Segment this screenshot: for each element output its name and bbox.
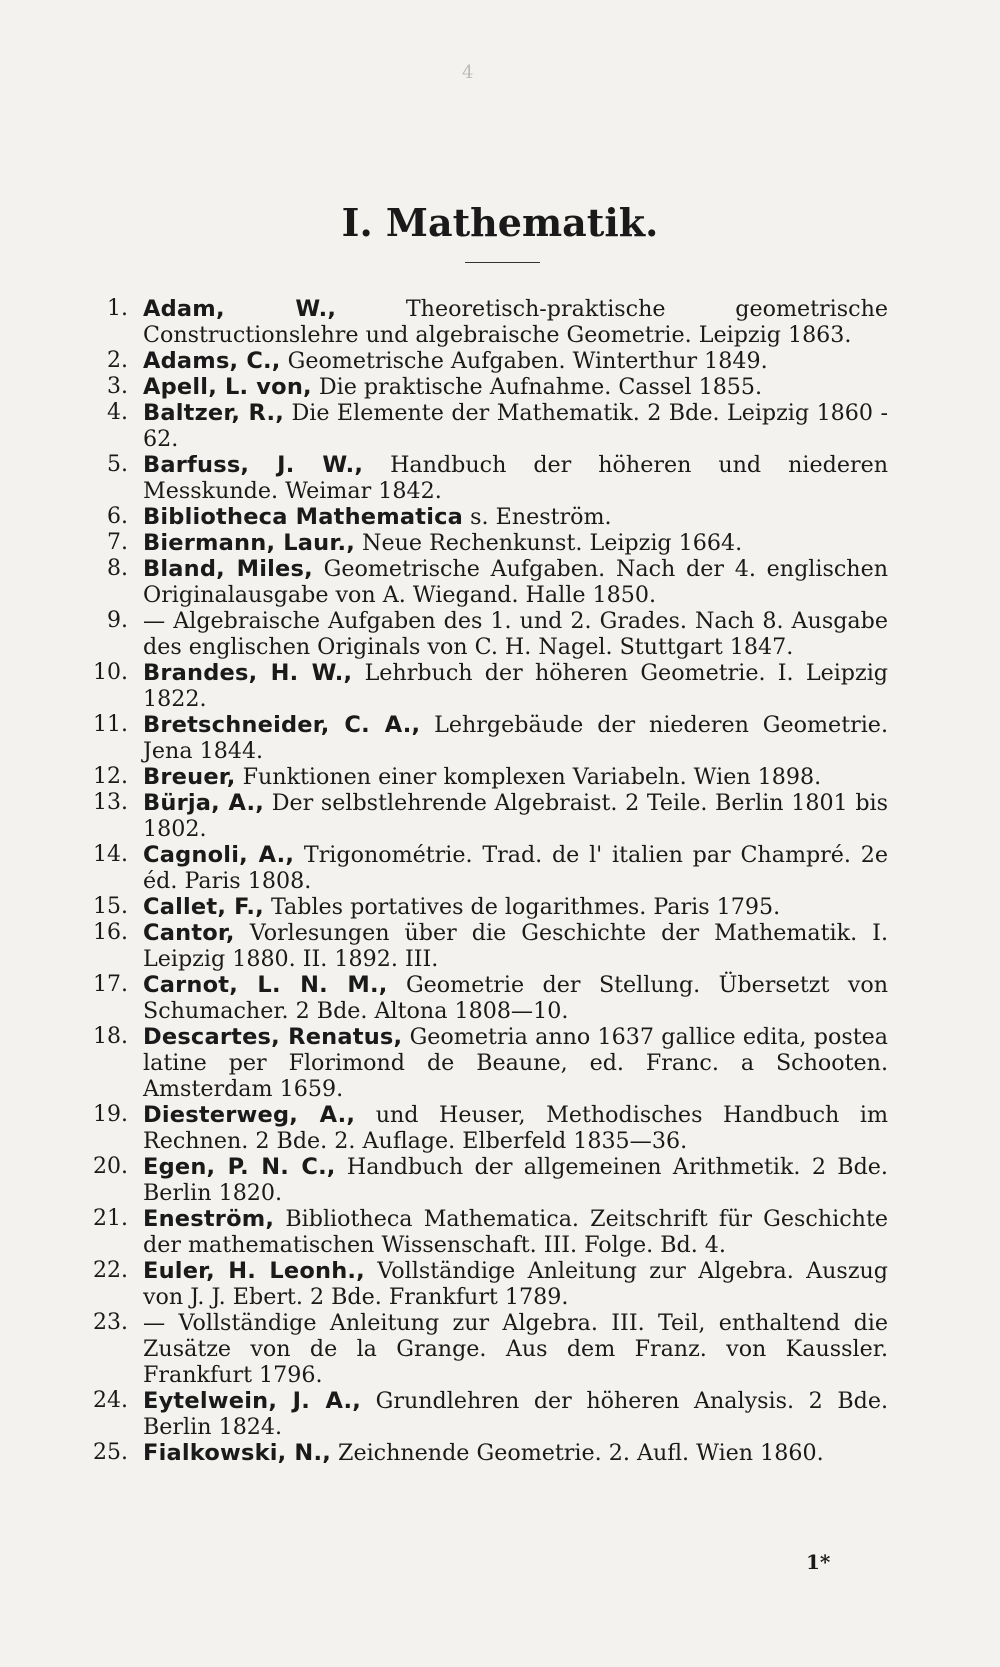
bibliography-entry (0, 296, 1000, 348)
entry-body (143, 1024, 888, 1102)
entry-body (143, 712, 888, 764)
entry-author: Descartes, Renatus, (143, 1024, 403, 1050)
entry-number: 8. (107, 556, 128, 581)
entry-text: Handbuch der höheren und niederen Messkunde. Weimar 1842. (143, 452, 888, 504)
entry-author: Bland, Miles, (143, 556, 313, 582)
bibliography-entry (0, 1206, 1000, 1258)
bibliography-entry (0, 790, 1000, 842)
entry-author: Cantor, (143, 920, 235, 946)
entry-text: Die praktische Aufnahme. Cassel 1855. (318, 374, 763, 400)
entry-author: Apell, L. von, (143, 374, 312, 400)
entry-body (143, 1102, 888, 1154)
bibliography-entry (0, 348, 1000, 374)
entry-author: Egen, P. N. C., (143, 1154, 336, 1180)
entry-number: 10. (93, 660, 128, 685)
entry-text: Geometrische Aufgaben. Nach der 4. englischen Originalausgabe von A. Wiegand. Halle 1850. (143, 556, 888, 608)
entry-number: 4. (107, 400, 128, 425)
entry-body (143, 556, 888, 608)
bibliography-entry (0, 842, 1000, 894)
entry-author: Eneström, (143, 1206, 275, 1232)
entry-text: Der selbstlehrende Algebraist. 2 Teile. Berlin 1801 bis 1802. (143, 790, 889, 842)
entry-author: Cagnoli, A., (143, 842, 295, 868)
entry-number: 15. (93, 894, 128, 919)
bibliography-entry (0, 1154, 1000, 1206)
entry-number: 3. (107, 374, 128, 399)
bibliography-list (0, 296, 1000, 1466)
entry-body (143, 660, 888, 712)
title-divider (465, 262, 540, 263)
bibliography-entry (0, 764, 1000, 790)
entry-text: Trigonométrie. Trad. de l' italien par Champré. 2e éd. Paris 1808. (143, 842, 888, 894)
bibliography-entry (0, 556, 1000, 608)
entry-number: 21. (93, 1206, 128, 1231)
entry-author: Callet, F., (143, 894, 264, 920)
entry-number: 25. (93, 1440, 128, 1465)
entry-author: Bürja, A., (143, 790, 265, 816)
entry-number: 20. (93, 1154, 128, 1179)
bibliography-entry (0, 1024, 1000, 1102)
entry-text: Lehrgebäude der niederen Geometrie. Jena 1844. (143, 712, 888, 764)
bibliography-entry (0, 504, 1000, 530)
entry-body (143, 608, 888, 660)
entry-body (143, 1258, 888, 1310)
entry-number: 12. (93, 764, 128, 789)
entry-body (143, 1206, 888, 1258)
entry-author: Baltzer, R., (143, 400, 284, 426)
bibliography-entry (0, 608, 1000, 660)
page-number: 4 (462, 62, 474, 83)
entry-text: Lehrbuch der höheren Geometrie. I. Leipzig 1822. (143, 660, 888, 712)
entry-body (143, 790, 888, 842)
entry-body (143, 296, 888, 348)
entry-text: s. Eneström. (470, 504, 612, 530)
bibliography-entry (0, 660, 1000, 712)
entry-text: Bibliotheca Mathematica. Zeitschrift für Geschichte der mathematischen Wissenschaft. III. Folge. Bd. 4. (143, 1206, 888, 1258)
entry-author: Breuer, (143, 764, 236, 790)
entry-author: Bretschneider, C. A., (143, 712, 421, 738)
entry-number: 16. (93, 920, 128, 945)
entry-body (143, 972, 888, 1024)
page-title: I. Mathematik. (341, 200, 659, 245)
entry-author: Eytelwein, J. A., (143, 1388, 362, 1414)
entry-body (143, 894, 888, 920)
entry-text: Geometrie der Stellung. Übersetzt von Schumacher. 2 Bde. Altona 1808—10. (143, 972, 889, 1024)
entry-number: 5. (107, 452, 128, 477)
entry-author: Fialkowski, N., (143, 1440, 331, 1466)
entry-body (143, 1388, 888, 1440)
entry-author: Carnot, L. N. M., (143, 972, 388, 998)
entry-text: Zeichnende Geometrie. 2. Aufl. Wien 1860. (338, 1440, 824, 1466)
entry-number: 24. (93, 1388, 128, 1413)
entry-text: Die Elemente der Mathematik. 2 Bde. Leipzig 1860 - 62. (143, 400, 888, 452)
entry-number: 7. (107, 530, 128, 555)
bibliography-entry (0, 1310, 1000, 1388)
entry-number: 17. (93, 972, 128, 997)
entry-author: Adam, W., (143, 296, 337, 322)
entry-author: Brandes, H. W., (143, 660, 353, 686)
entry-number: 23. (93, 1310, 128, 1335)
entry-body (143, 530, 888, 556)
entry-text: Neue Rechenkunst. Leipzig 1664. (362, 530, 743, 556)
entry-text: Funktionen einer komplexen Variabeln. Wien 1898. (242, 764, 822, 790)
entry-text: — Algebraische Aufgaben des 1. und 2. Grades. Nach 8. Ausgabe des englischen Originals von C. H. Nagel. Stuttgart 1847. (143, 608, 888, 660)
entry-text: — Vollständige Anleitung zur Algebra. III. Teil, enthaltend die Zusätze von de la Grange. Aus dem Franz. von Kaussler. Frankfurt 1796. (143, 1310, 888, 1388)
entry-number: 22. (93, 1258, 128, 1283)
entry-body (143, 452, 888, 504)
entry-number: 1. (107, 296, 128, 321)
entry-body (143, 1310, 888, 1388)
entry-author: Diesterweg, A., (143, 1102, 356, 1128)
bibliography-entry (0, 1102, 1000, 1154)
entry-body (143, 764, 888, 790)
bibliography-entry (0, 1258, 1000, 1310)
entry-author: Biermann, Laur., (143, 530, 355, 556)
entry-text: Vollständige Anleitung zur Algebra. Auszug von J. J. Ebert. 2 Bde. Frankfurt 1789. (143, 1258, 889, 1310)
entry-number: 2. (107, 348, 128, 373)
entry-text: Vorlesungen über die Geschichte der Mathematik. I. Leipzig 1880. II. 1892. III. (143, 920, 888, 972)
entry-author: Bibliotheca Mathematica (143, 504, 464, 530)
entry-number: 6. (107, 504, 128, 529)
entry-author: Adams, C., (143, 348, 281, 374)
entry-body (143, 920, 888, 972)
entry-text: Tables portatives de logarithmes. Paris 1795. (270, 894, 781, 920)
bibliography-entry (0, 374, 1000, 400)
bibliography-entry (0, 452, 1000, 504)
entry-text: Theoretisch-praktische geometrische Constructionslehre und algebraische Geometrie. Leipzig 1863. (143, 296, 888, 348)
bibliography-entry (0, 1440, 1000, 1466)
entry-number: 9. (107, 608, 128, 633)
bibliography-entry (0, 972, 1000, 1024)
entry-text: Grundlehren der höheren Analysis. 2 Bde. Berlin 1824. (143, 1388, 889, 1440)
entry-author: Euler, H. Leonh., (143, 1258, 365, 1284)
entry-text: Geometria anno 1637 gallice edita, postea latine per Florimond de Beaune, ed. Franc. a Schooten. Amsterdam 1659. (143, 1024, 888, 1102)
entry-number: 11. (93, 712, 128, 737)
entry-text: Geometrische Aufgaben. Winterthur 1849. (287, 348, 768, 374)
bibliography-entry (0, 530, 1000, 556)
entry-number: 14. (93, 842, 128, 867)
bibliography-entry (0, 712, 1000, 764)
entry-body (143, 1440, 888, 1466)
bibliography-entry (0, 920, 1000, 972)
entry-body (143, 842, 888, 894)
entry-text: Handbuch der allgemeinen Arithmetik. 2 Bde. Berlin 1820. (143, 1154, 888, 1206)
signature-mark: 1* (806, 1550, 831, 1574)
entry-number: 19. (93, 1102, 128, 1127)
entry-author: Barfuss, J. W., (143, 452, 364, 478)
entry-body (143, 374, 888, 400)
bibliography-entry (0, 894, 1000, 920)
entry-text: und Heuser, Methodisches Handbuch im Rechnen. 2 Bde. 2. Auflage. Elberfeld 1835—36. (143, 1102, 888, 1154)
entry-body (143, 400, 888, 452)
bibliography-entry (0, 400, 1000, 452)
bibliography-entry (0, 1388, 1000, 1440)
entry-body (143, 1154, 888, 1206)
entry-body (143, 504, 888, 530)
entry-number: 13. (93, 790, 128, 815)
entry-number: 18. (93, 1024, 128, 1049)
entry-body (143, 348, 888, 374)
